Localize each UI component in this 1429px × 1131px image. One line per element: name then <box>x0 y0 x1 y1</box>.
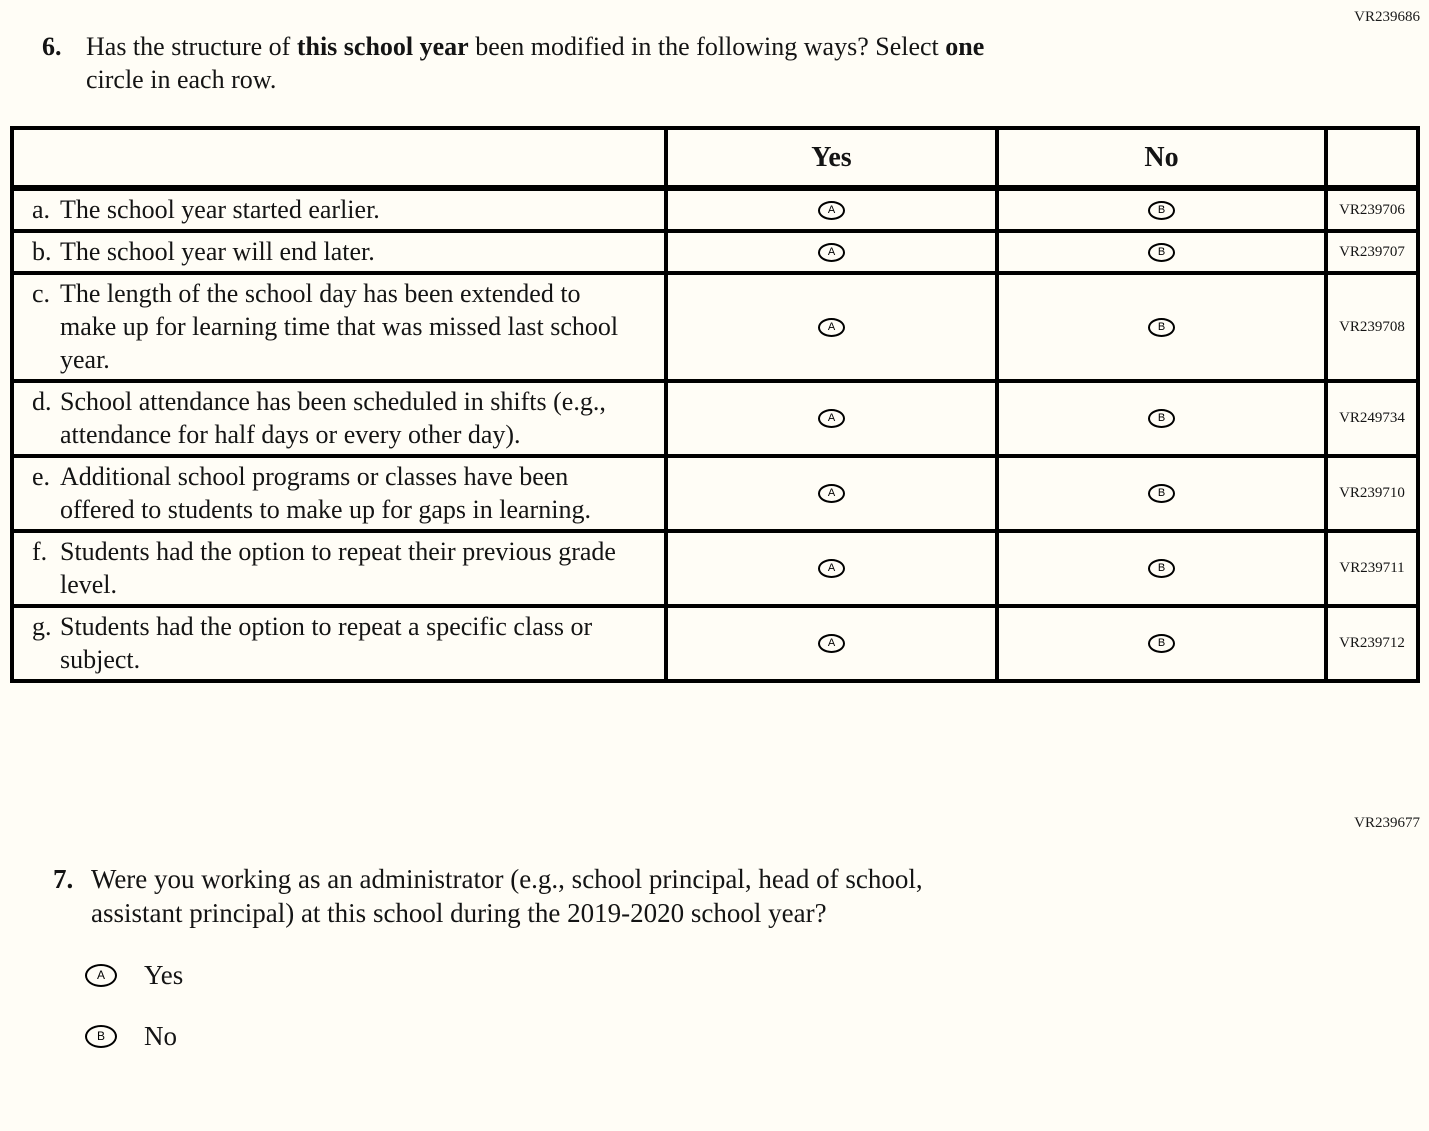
no-cell <box>995 608 1324 679</box>
row-statement: Students had the option to repeat their previous grade level. <box>60 537 616 599</box>
question-7 <box>53 862 1429 930</box>
table-row-a <box>14 191 1416 229</box>
row-letter: a. <box>32 195 51 224</box>
row-vr-code: VR239711 <box>1324 533 1416 604</box>
row-statement-cell <box>14 191 664 229</box>
no-bubble[interactable]: B <box>1148 243 1175 262</box>
q6-vr-code-row <box>0 8 1429 26</box>
q7-option-no[interactable] <box>85 1019 1429 1053</box>
q7-option-no-label: No <box>144 1021 177 1051</box>
row-letter: g. <box>32 612 52 641</box>
no-cell <box>995 383 1324 454</box>
table-row-g <box>14 604 1416 679</box>
row-letter: b. <box>32 237 52 266</box>
table-row-c <box>14 271 1416 379</box>
table-row-f <box>14 529 1416 604</box>
row-vr-code: VR239707 <box>1324 233 1416 271</box>
no-bubble[interactable]: B <box>1148 409 1175 428</box>
yes-cell <box>664 275 995 379</box>
yes-bubble[interactable]: A <box>818 409 845 428</box>
no-cell <box>995 275 1324 379</box>
row-vr-code: VR239710 <box>1324 458 1416 529</box>
row-statement-cell <box>14 458 664 529</box>
q7-vr-code-row <box>0 814 1429 832</box>
no-cell <box>995 233 1324 271</box>
table-row-b <box>14 229 1416 271</box>
yes-cell <box>664 233 995 271</box>
row-statement: The school year will end later. <box>60 237 375 266</box>
row-statement: Additional school programs or classes have been offered to students to make up for gaps in learning. <box>60 462 591 524</box>
yes-bubble[interactable]: A <box>818 318 845 337</box>
row-vr-code: VR239712 <box>1324 608 1416 679</box>
q7-option-yes-label: Yes <box>144 960 184 990</box>
no-bubble[interactable]: B <box>1148 201 1175 220</box>
no-cell <box>995 533 1324 604</box>
row-statement-cell <box>14 383 664 454</box>
yes-cell <box>664 383 995 454</box>
row-statement: The length of the school day has been extended to make up for learning time that was missed last school year. <box>60 279 619 374</box>
question-7-line1: Were you working as an administrator (e.g., school principal, head of school, <box>91 864 923 894</box>
yes-cell <box>664 191 995 229</box>
table-row-d <box>14 379 1416 454</box>
question-6 <box>42 30 1429 96</box>
yes-cell <box>664 533 995 604</box>
yes-bubble[interactable]: A <box>818 634 845 653</box>
yes-cell <box>664 608 995 679</box>
table-row-e <box>14 454 1416 529</box>
question-7-text <box>91 862 923 930</box>
row-letter: c. <box>32 279 51 308</box>
row-letter: f. <box>32 537 48 566</box>
no-column-header: No <box>995 130 1324 185</box>
row-statement-cell <box>14 533 664 604</box>
row-statement: School attendance has been scheduled in shifts (e.g., attendance for half days or every other day). <box>60 387 606 449</box>
yes-cell <box>664 458 995 529</box>
row-statement-cell <box>14 275 664 379</box>
no-bubble[interactable]: B <box>1148 559 1175 578</box>
no-bubble[interactable]: B <box>1148 484 1175 503</box>
row-statement-cell <box>14 608 664 679</box>
yes-bubble[interactable]: A <box>818 559 845 578</box>
row-statement-cell <box>14 233 664 271</box>
question-6-number: 6. <box>42 32 62 61</box>
q6-response-table <box>10 126 1420 683</box>
q7-option-yes[interactable] <box>85 958 1429 992</box>
yes-bubble[interactable]: A <box>818 243 845 262</box>
yes-bubble[interactable]: A <box>818 484 845 503</box>
row-letter: e. <box>32 462 51 491</box>
no-bubble[interactable]: B <box>1148 318 1175 337</box>
question-6-line1: Has the structure of this school year been modified in the following ways? Select one <box>86 32 985 61</box>
no-bubble[interactable]: B <box>1148 634 1175 653</box>
table-header-row <box>14 130 1416 185</box>
question-7-number: 7. <box>53 864 74 894</box>
no-cell <box>995 458 1324 529</box>
row-statement: The school year started earlier. <box>60 195 380 224</box>
question-6-text <box>86 30 984 96</box>
q6-vr-code: VR239686 <box>1354 9 1420 25</box>
row-vr-code: VR239708 <box>1324 275 1416 379</box>
q7-options <box>85 958 1429 1053</box>
question-6-line2: circle in each row. <box>86 65 277 94</box>
row-vr-code: VR249734 <box>1324 383 1416 454</box>
option-b-bubble[interactable]: B <box>85 1025 117 1048</box>
q7-vr-code: VR239677 <box>1354 815 1420 831</box>
yes-column-header: Yes <box>664 130 995 185</box>
option-a-bubble[interactable]: A <box>85 964 117 987</box>
question-7-line2: assistant principal) at this school during the 2019-2020 school year? <box>91 898 827 928</box>
header-empty-cell <box>14 130 664 185</box>
row-statement: Students had the option to repeat a specific class or subject. <box>60 612 593 674</box>
row-letter: d. <box>32 387 52 416</box>
row-vr-code: VR239706 <box>1324 191 1416 229</box>
header-vr-cell <box>1324 130 1416 185</box>
yes-bubble[interactable]: A <box>818 201 845 220</box>
no-cell <box>995 191 1324 229</box>
